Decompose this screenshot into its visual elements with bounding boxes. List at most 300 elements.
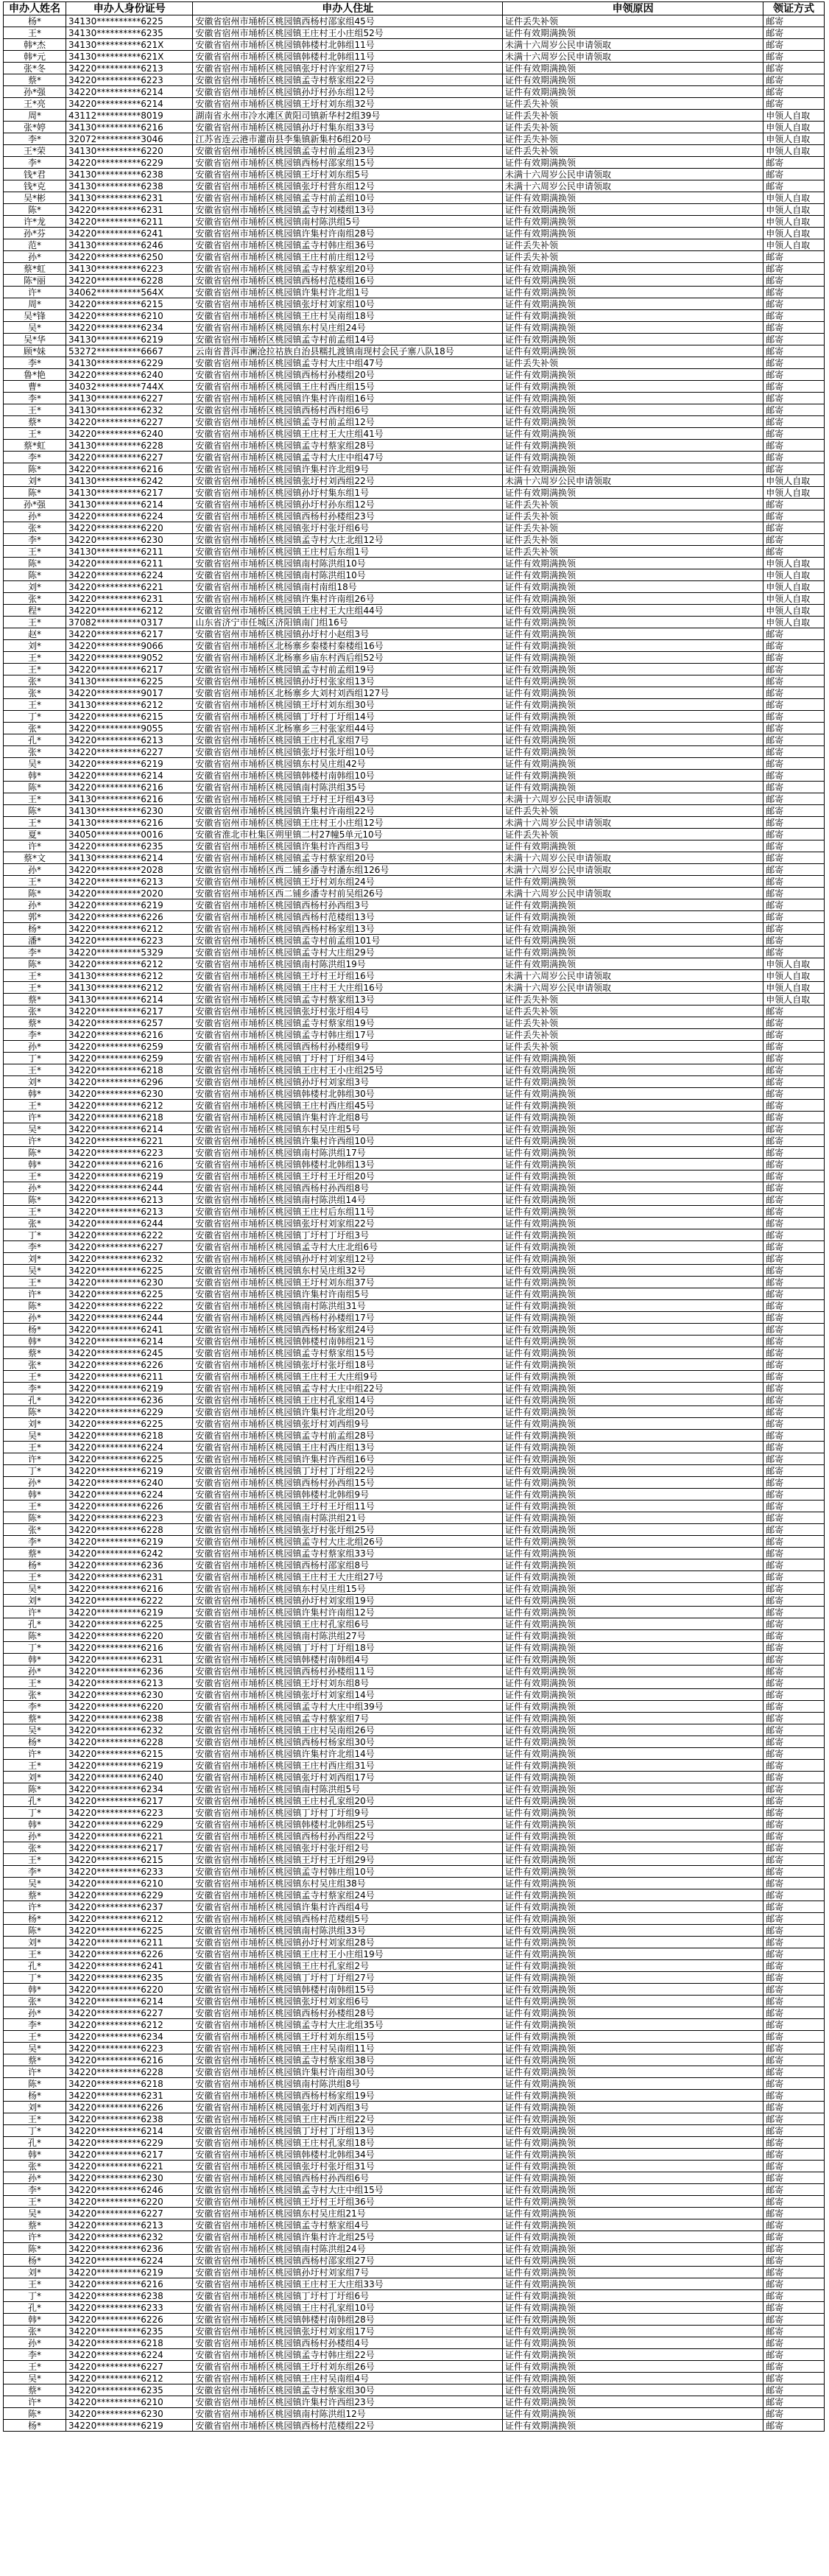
table-row	[4, 2161, 825, 2172]
table-row	[4, 1559, 825, 1571]
cell-applicant-name: 王*	[4, 970, 66, 982]
cell-id-number: 34130**********621X	[66, 39, 193, 51]
cell-address: 安徽省宿州市埇桥区桃园镇孟寺村蔡家组4号	[193, 2219, 502, 2231]
cell-id-number: 34220**********6221	[66, 1831, 193, 1842]
cell-collection-method: 邮寄	[763, 2208, 825, 2219]
cell-reason: 证件有效期满换领	[502, 1689, 763, 1701]
cell-reason: 证件有效期满换领	[502, 1842, 763, 1854]
table-row	[4, 1312, 825, 1324]
cell-id-number: 34220**********6216	[66, 2278, 193, 2290]
cell-applicant-name: 刘*	[4, 1418, 66, 1430]
cell-id-number: 34220**********6232	[66, 1253, 193, 1265]
table-row	[4, 734, 825, 746]
cell-address: 安徽省宿州市埇桥区桃园镇东村吴庄组42号	[193, 758, 502, 770]
table-row	[4, 1866, 825, 1878]
cell-id-number: 34220**********6242	[66, 1548, 193, 1559]
cell-reason: 未满十六周岁公民申请领取	[502, 888, 763, 899]
table-row	[4, 334, 825, 345]
cell-collection-method: 邮寄	[763, 1642, 825, 1654]
cell-collection-method: 邮寄	[763, 2349, 825, 2361]
cell-collection-method: 邮寄	[763, 1984, 825, 1996]
cell-applicant-name: 吴*	[4, 2373, 66, 2384]
cell-id-number: 34130**********6216	[66, 817, 193, 829]
table-row	[4, 1418, 825, 1430]
cell-id-number: 34130**********6231	[66, 192, 193, 204]
table-row	[4, 1288, 825, 1300]
cell-id-number: 34220**********6231	[66, 593, 193, 605]
table-row	[4, 1229, 825, 1241]
cell-id-number: 34220**********6218	[66, 2337, 193, 2349]
cell-reason: 证件有效期满换领	[502, 1996, 763, 2007]
cell-id-number: 34220**********6240	[66, 1477, 193, 1489]
table-row	[4, 1430, 825, 1442]
table-row	[4, 2090, 825, 2102]
cell-id-number: 34220**********6215	[66, 1854, 193, 1866]
cell-address: 安徽省宿州市埇桥区桃园镇王圩村王圩组11号	[193, 1501, 502, 1512]
cell-id-number: 34220**********6213	[66, 1677, 193, 1689]
cell-collection-method: 邮寄	[763, 322, 825, 334]
cell-applicant-name: 张*	[4, 1218, 66, 1229]
cell-collection-method: 申领人自取	[763, 569, 825, 581]
cell-address: 安徽省宿州市埇桥区桃园镇孙圩村小赵组3号	[193, 628, 502, 640]
cell-address: 安徽省宿州市埇桥区桃园镇孟寺村前孟组101号	[193, 935, 502, 947]
table-row	[4, 122, 825, 133]
cell-address: 安徽省宿州市埇桥区桃园镇孙圩村孙东组12号	[193, 499, 502, 510]
table-row	[4, 1524, 825, 1536]
cell-applicant-name: 王*	[4, 1371, 66, 1383]
cell-address: 安徽省宿州市埇桥区桃园镇王庄村孔家组6号	[193, 1618, 502, 1630]
cell-applicant-name: 陈*	[4, 1300, 66, 1312]
cell-address: 安徽省宿州市埇桥区桃园镇许集村许西组16号	[193, 1453, 502, 1465]
cell-id-number: 34220**********6222	[66, 1229, 193, 1241]
cell-id-number: 34220**********9066	[66, 640, 193, 652]
cell-applicant-name: 许*	[4, 1288, 66, 1300]
cell-address: 安徽省宿州市埇桥区桃园镇张圩村张圩组18号	[193, 1359, 502, 1371]
cell-id-number: 34220**********6221	[66, 581, 193, 593]
cell-applicant-name: 张*	[4, 2326, 66, 2337]
cell-applicant-name: 吴*华	[4, 334, 66, 345]
cell-address: 安徽省宿州市埇桥区桃园镇南村南组18号	[193, 581, 502, 593]
cell-address: 安徽省宿州市埇桥区北杨寨乡秦楼村秦楼组16号	[193, 640, 502, 652]
cell-address: 安徽省宿州市埇桥区桃园镇张圩村张圩组6号	[193, 522, 502, 534]
table-row	[4, 2066, 825, 2078]
cell-collection-method: 邮寄	[763, 2184, 825, 2196]
cell-address: 山东省济宁市任城区济阳镇南门组16号	[193, 617, 502, 628]
cell-collection-method: 邮寄	[763, 1866, 825, 1878]
table-row	[4, 2078, 825, 2090]
table-row	[4, 192, 825, 204]
cell-applicant-name: 蔡*	[4, 1713, 66, 1724]
cell-id-number: 34220**********6212	[66, 923, 193, 935]
table-row	[4, 1654, 825, 1666]
cell-address: 安徽省宿州市埇桥区桃园镇南村陈洪组12号	[193, 2408, 502, 2420]
cell-reason: 证件丢失补领	[502, 98, 763, 110]
cell-address: 安徽省宿州市埇桥区桃园镇韩楼村南韩组21号	[193, 1336, 502, 1347]
cell-address: 安徽省宿州市埇桥区桃园镇王庄村西庄组13号	[193, 1442, 502, 1453]
cell-reason: 证件丢失补领	[502, 994, 763, 1006]
cell-applicant-name: 王*	[4, 2031, 66, 2043]
cell-id-number: 34220**********6227	[66, 2007, 193, 2019]
cell-reason: 证件有效期满换领	[502, 2219, 763, 2231]
cell-id-number: 34050**********0016	[66, 829, 193, 840]
cell-reason: 证件有效期满换领	[502, 687, 763, 699]
cell-reason: 证件有效期满换领	[502, 1277, 763, 1288]
table-row	[4, 228, 825, 239]
cell-reason: 证件有效期满换领	[502, 322, 763, 334]
cell-applicant-name: 陈*	[4, 558, 66, 569]
cell-address: 安徽省宿州市埇桥区北杨寨乡三村张家组44号	[193, 723, 502, 734]
cell-collection-method: 邮寄	[763, 664, 825, 675]
cell-applicant-name: 杨*	[4, 1559, 66, 1571]
table-row	[4, 2314, 825, 2326]
cell-applicant-name: 孔*	[4, 2137, 66, 2149]
table-row	[4, 923, 825, 935]
cell-reason: 证件有效期满换领	[502, 2231, 763, 2243]
table-row	[4, 1972, 825, 1984]
table-row	[4, 1583, 825, 1595]
cell-address: 安徽省宿州市埇桥区桃园镇王庄村王大庄组41号	[193, 428, 502, 440]
table-row	[4, 2172, 825, 2184]
cell-applicant-name: 李*	[4, 133, 66, 145]
cell-applicant-name: 杨*	[4, 15, 66, 27]
cell-collection-method: 邮寄	[763, 2161, 825, 2172]
cell-reason: 证件有效期满换领	[502, 228, 763, 239]
cell-applicant-name: 曹*	[4, 381, 66, 393]
cell-address: 安徽省宿州市埇桥区桃园镇西杨村孙西组8号	[193, 1182, 502, 1194]
cell-collection-method: 邮寄	[763, 404, 825, 416]
cell-applicant-name: 王*	[4, 876, 66, 888]
cell-reason: 证件有效期满换领	[502, 1489, 763, 1501]
table-row	[4, 393, 825, 404]
cell-applicant-name: 陈*	[4, 782, 66, 793]
table-row	[4, 1618, 825, 1630]
table-row	[4, 2208, 825, 2219]
table-row	[4, 617, 825, 628]
cell-address: 安徽省宿州市埇桥区桃园镇东村吴庄组5号	[193, 1123, 502, 1135]
cell-address: 安徽省宿州市埇桥区桃园镇张圩村张圩组2号	[193, 1842, 502, 1854]
cell-id-number: 34220**********6244	[66, 1312, 193, 1324]
cell-address: 安徽省宿州市埇桥区桃园镇东村吴庄组24号	[193, 322, 502, 334]
table-row	[4, 381, 825, 393]
cell-applicant-name: 王*	[4, 27, 66, 39]
cell-collection-method: 邮寄	[763, 699, 825, 711]
cell-reason: 证件有效期满换领	[502, 1783, 763, 1795]
cell-id-number: 34220**********6238	[66, 2113, 193, 2125]
cell-applicant-name: 鲁*艳	[4, 369, 66, 381]
cell-reason: 证件有效期满换领	[502, 1064, 763, 1076]
cell-address: 安徽省宿州市埇桥区桃园镇西杨村孙西组3号	[193, 899, 502, 911]
cell-address: 安徽省宿州市埇桥区桃园镇王庄村孔家组20号	[193, 1795, 502, 1807]
cell-applicant-name: 王*	[4, 2196, 66, 2208]
table-row	[4, 1607, 825, 1618]
cell-id-number: 34220**********6220	[66, 1984, 193, 1996]
table-row	[4, 322, 825, 334]
cell-id-number: 34220**********6227	[66, 2361, 193, 2373]
cell-applicant-name: 孔*	[4, 1618, 66, 1630]
cell-collection-method: 邮寄	[763, 1088, 825, 1100]
cell-address: 安徽省宿州市埇桥区桃园镇王庄村王小庄组19号	[193, 1948, 502, 1960]
cell-address: 安徽省宿州市埇桥区桃园镇孟寺村大庄北组35号	[193, 2019, 502, 2031]
cell-collection-method: 邮寄	[763, 1159, 825, 1171]
cell-reason: 证件有效期满换领	[502, 1760, 763, 1772]
cell-applicant-name: 周*	[4, 298, 66, 310]
cell-id-number: 34220**********6226	[66, 1359, 193, 1371]
table-row	[4, 2137, 825, 2149]
cell-id-number: 34220**********6219	[66, 1536, 193, 1548]
cell-address: 安徽省宿州市埇桥区桃园镇西杨村杨家组30号	[193, 1736, 502, 1748]
cell-address: 安徽省宿州市埇桥区桃园镇西杨村孙西组22号	[193, 1831, 502, 1842]
table-row	[4, 1253, 825, 1265]
cell-reason: 证件有效期满换领	[502, 1807, 763, 1819]
cell-applicant-name: 孙*	[4, 2172, 66, 2184]
cell-reason: 证件有效期满换领	[502, 1359, 763, 1371]
cell-reason: 证件有效期满换领	[502, 1300, 763, 1312]
cell-address: 安徽省宿州市埇桥区桃园镇孟寺村蔡家组20号	[193, 852, 502, 864]
cell-collection-method: 邮寄	[763, 1253, 825, 1265]
cell-id-number: 34220**********6211	[66, 1937, 193, 1948]
cell-reason: 证件有效期满换领	[502, 1288, 763, 1300]
table-row	[4, 699, 825, 711]
cell-id-number: 34220**********6216	[66, 1583, 193, 1595]
cell-id-number: 34220**********6221	[66, 2161, 193, 2172]
cell-applicant-name: 丁*	[4, 2125, 66, 2137]
cell-id-number: 34220**********6219	[66, 1383, 193, 1394]
table-row	[4, 1300, 825, 1312]
cell-id-number: 34220**********6229	[66, 157, 193, 169]
cell-address: 安徽省宿州市埇桥区桃园镇孟寺村大庄中组15号	[193, 2184, 502, 2196]
cell-reason: 证件有效期满换领	[502, 1394, 763, 1406]
cell-applicant-name: 陈*	[4, 1925, 66, 1937]
cell-id-number: 34220**********6231	[66, 204, 193, 216]
table-row	[4, 369, 825, 381]
cell-address: 安徽省宿州市埇桥区桃园镇丁圩村丁圩组22号	[193, 1465, 502, 1477]
cell-collection-method: 邮寄	[763, 2137, 825, 2149]
cell-id-number: 34220**********6217	[66, 2149, 193, 2161]
cell-collection-method: 申领人自取	[763, 216, 825, 228]
cell-collection-method: 邮寄	[763, 1477, 825, 1489]
cell-address: 安徽省宿州市埇桥区桃园镇孟寺村蔡家组19号	[193, 1017, 502, 1029]
cell-collection-method: 邮寄	[763, 1430, 825, 1442]
cell-collection-method: 邮寄	[763, 947, 825, 958]
cell-address: 安徽省宿州市埇桥区桃园镇王庄村后东组1号	[193, 546, 502, 558]
cell-address: 安徽省宿州市埇桥区北杨寨乡大刘村刘西组127号	[193, 687, 502, 699]
cell-reason: 证件有效期满换领	[502, 2408, 763, 2420]
cell-id-number: 34130**********6214	[66, 994, 193, 1006]
cell-address: 安徽省宿州市埇桥区桃园镇孟寺村蔡家组33号	[193, 1548, 502, 1559]
table-row	[4, 510, 825, 522]
cell-collection-method: 邮寄	[763, 2149, 825, 2161]
cell-id-number: 34220**********6232	[66, 1724, 193, 1736]
cell-id-number: 34220**********6230	[66, 1088, 193, 1100]
cell-applicant-name: 王*	[4, 1206, 66, 1218]
cell-id-number: 34220**********6235	[66, 2326, 193, 2337]
cell-collection-method: 邮寄	[763, 628, 825, 640]
table-row	[4, 1854, 825, 1866]
cell-applicant-name: 刘*	[4, 1595, 66, 1607]
cell-id-number: 34220**********6233	[66, 1866, 193, 1878]
cell-id-number: 34220**********6244	[66, 1218, 193, 1229]
cell-address: 安徽省宿州市埇桥区桃园镇孟寺村蔡家组24号	[193, 1889, 502, 1901]
table-row	[4, 840, 825, 852]
cell-reason: 证件有效期满换领	[502, 1147, 763, 1159]
cell-address: 安徽省宿州市埇桥区桃园镇韩楼村北韩组11号	[193, 51, 502, 63]
cell-id-number: 34220**********6231	[66, 1654, 193, 1666]
cell-applicant-name: 蔡*	[4, 1017, 66, 1029]
cell-collection-method: 邮寄	[763, 1017, 825, 1029]
cell-applicant-name: 张*	[4, 746, 66, 758]
cell-address: 安徽省宿州市埇桥区桃园镇孟寺村蔡家组22号	[193, 74, 502, 86]
cell-id-number: 34220**********6228	[66, 1524, 193, 1536]
table-row	[4, 440, 825, 452]
table-row	[4, 687, 825, 699]
cell-applicant-name: 王*	[4, 428, 66, 440]
cell-applicant-name: 孙*	[4, 2337, 66, 2349]
cell-reason: 证件丢失补领	[502, 805, 763, 817]
cell-applicant-name: 孙*	[4, 1182, 66, 1194]
cell-applicant-name: 陈*	[4, 1147, 66, 1159]
cell-collection-method: 申领人自取	[763, 133, 825, 145]
cell-applicant-name: 韩*	[4, 2149, 66, 2161]
cell-address: 安徽省宿州市埇桥区桃园镇西杨村孙楼组4号	[193, 2337, 502, 2349]
cell-collection-method: 邮寄	[763, 2043, 825, 2054]
cell-collection-method: 邮寄	[763, 1442, 825, 1453]
cell-address: 安徽省宿州市埇桥区桃园镇丁圩村丁圩组34号	[193, 1053, 502, 1064]
cell-reason: 证件有效期满换领	[502, 664, 763, 675]
cell-applicant-name: 许*	[4, 840, 66, 852]
cell-reason: 证件有效期满换领	[502, 2102, 763, 2113]
cell-applicant-name: 刘*	[4, 640, 66, 652]
cell-id-number: 34220**********6240	[66, 369, 193, 381]
table-row	[4, 935, 825, 947]
cell-collection-method: 邮寄	[763, 1595, 825, 1607]
cell-applicant-name: 孙*	[4, 1666, 66, 1677]
cell-collection-method: 邮寄	[763, 369, 825, 381]
table-row	[4, 1218, 825, 1229]
cell-collection-method: 邮寄	[763, 2361, 825, 2373]
table-row	[4, 1147, 825, 1159]
cell-applicant-name: 吴*	[4, 1583, 66, 1595]
cell-applicant-name: 李*	[4, 2349, 66, 2361]
cell-id-number: 34220**********6213	[66, 63, 193, 74]
table-row	[4, 1536, 825, 1548]
cell-address: 安徽省宿州市埇桥区桃园镇韩楼村北韩组34号	[193, 2149, 502, 2161]
cell-applicant-name: 韩*	[4, 1819, 66, 1831]
cell-id-number: 34220**********6235	[66, 1972, 193, 1984]
table-row	[4, 947, 825, 958]
cell-reason: 证件丢失补领	[502, 122, 763, 133]
cell-collection-method: 邮寄	[763, 2196, 825, 2208]
cell-applicant-name: 刘*	[4, 1253, 66, 1265]
table-row	[4, 39, 825, 51]
cell-reason: 证件有效期满换领	[502, 2337, 763, 2349]
cell-applicant-name: 李*	[4, 1701, 66, 1713]
applicant-table	[3, 1, 825, 2432]
cell-address: 安徽省宿州市埇桥区桃园镇孟寺村蔡家组15号	[193, 1347, 502, 1359]
cell-address: 安徽省宿州市埇桥区桃园镇西杨村杨家组24号	[193, 1324, 502, 1336]
cell-id-number: 34220**********6216	[66, 2054, 193, 2066]
cell-collection-method: 邮寄	[763, 1607, 825, 1618]
cell-collection-method: 邮寄	[763, 1489, 825, 1501]
cell-id-number: 34220**********6234	[66, 322, 193, 334]
cell-address: 安徽省宿州市埇桥区桃园镇王庄村吴南组18号	[193, 310, 502, 322]
cell-id-number: 34130**********6216	[66, 793, 193, 805]
table-row	[4, 27, 825, 39]
cell-reason: 证件有效期满换领	[502, 1654, 763, 1666]
table-row	[4, 428, 825, 440]
cell-collection-method: 邮寄	[763, 1064, 825, 1076]
cell-id-number: 34220**********6218	[66, 1112, 193, 1123]
cell-collection-method: 邮寄	[763, 334, 825, 345]
cell-id-number: 34220**********6217	[66, 664, 193, 675]
cell-collection-method: 邮寄	[763, 1736, 825, 1748]
cell-address: 安徽省宿州市埇桥区桃园镇王圩村刘东组24号	[193, 876, 502, 888]
cell-collection-method: 邮寄	[763, 1937, 825, 1948]
cell-collection-method: 邮寄	[763, 1960, 825, 1972]
cell-applicant-name: 杨*	[4, 1324, 66, 1336]
table-row	[4, 1571, 825, 1583]
cell-collection-method: 邮寄	[763, 2125, 825, 2137]
cell-reason: 证件有效期满换领	[502, 1477, 763, 1489]
cell-reason: 证件有效期满换领	[502, 1465, 763, 1477]
cell-id-number: 34220**********6214	[66, 98, 193, 110]
cell-collection-method: 邮寄	[763, 1548, 825, 1559]
table-row	[4, 169, 825, 180]
table-row	[4, 758, 825, 770]
cell-applicant-name: 杨*	[4, 1913, 66, 1925]
cell-address: 安徽省宿州市埇桥区桃园镇韩楼村北韩组11号	[193, 39, 502, 51]
cell-id-number: 34220**********6223	[66, 1807, 193, 1819]
cell-applicant-name: 张*	[4, 1359, 66, 1371]
cell-id-number: 34220**********6234	[66, 1783, 193, 1795]
cell-collection-method: 邮寄	[763, 251, 825, 263]
cell-applicant-name: 蔡*	[4, 74, 66, 86]
cell-address: 安徽省宿州市埇桥区桃园镇王庄村王大庄组44号	[193, 605, 502, 617]
table-row	[4, 145, 825, 157]
cell-reason: 证件有效期满换领	[502, 1571, 763, 1583]
table-row	[4, 1017, 825, 1029]
cell-reason: 证件丢失补领	[502, 829, 763, 840]
cell-applicant-name: 杨*	[4, 2090, 66, 2102]
cell-collection-method: 邮寄	[763, 2255, 825, 2267]
cell-id-number: 34220**********9055	[66, 723, 193, 734]
cell-applicant-name: 杨*	[4, 2420, 66, 2432]
cell-collection-method: 邮寄	[763, 63, 825, 74]
cell-address: 安徽省宿州市埇桥区桃园镇孙圩村集东组33号	[193, 122, 502, 133]
cell-collection-method: 邮寄	[763, 1571, 825, 1583]
cell-id-number: 34220**********6215	[66, 711, 193, 723]
header-id-number: 申办人身份证号	[66, 2, 193, 15]
cell-reason: 证件有效期满换领	[502, 1630, 763, 1642]
cell-address: 安徽省宿州市埇桥区桃园镇西杨村邵家组45号	[193, 15, 502, 27]
table-row	[4, 98, 825, 110]
cell-applicant-name: 陈*	[4, 1406, 66, 1418]
cell-reason: 未满十六周岁公民申请领取	[502, 180, 763, 192]
cell-reason: 证件有效期满换领	[502, 711, 763, 723]
cell-id-number: 34130**********6220	[66, 145, 193, 157]
cell-collection-method: 邮寄	[763, 510, 825, 522]
cell-reason: 证件有效期满换领	[502, 699, 763, 711]
cell-id-number: 34220**********6223	[66, 1147, 193, 1159]
cell-collection-method: 邮寄	[763, 805, 825, 817]
table-row	[4, 239, 825, 251]
table-row	[4, 2007, 825, 2019]
table-row	[4, 1512, 825, 1524]
table-row	[4, 263, 825, 275]
cell-reason: 证件有效期满换领	[502, 2208, 763, 2219]
cell-id-number: 34220**********6235	[66, 840, 193, 852]
cell-reason: 证件有效期满换领	[502, 840, 763, 852]
cell-collection-method: 邮寄	[763, 1229, 825, 1241]
